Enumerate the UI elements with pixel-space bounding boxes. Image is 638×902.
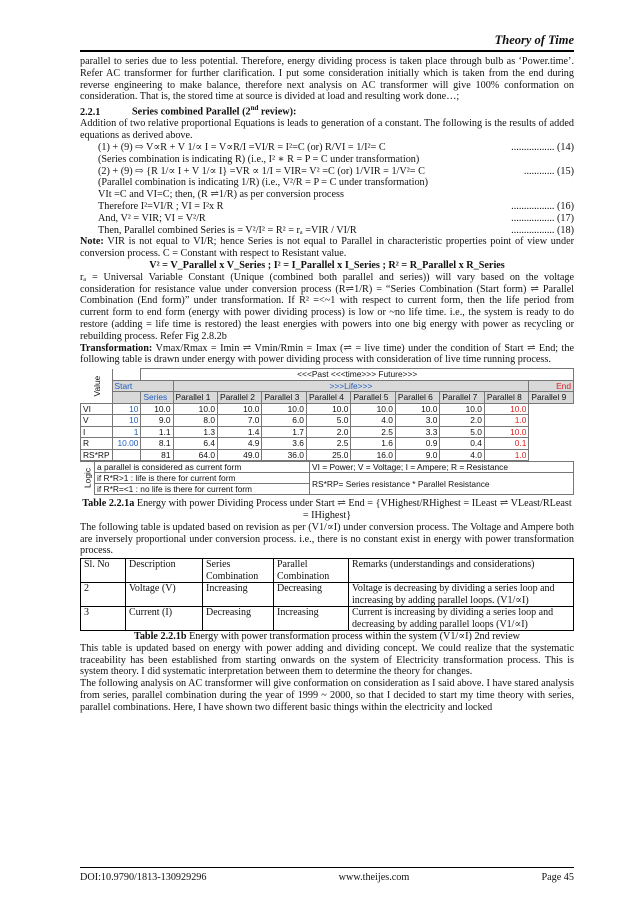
table-cell: 3.6 <box>262 438 306 450</box>
table-cell: 16.0 <box>351 449 395 461</box>
table-cell: 4.9 <box>217 438 261 450</box>
row-label: VI <box>81 403 113 415</box>
table-cell: 8.0 <box>173 415 217 427</box>
table-cell: 0.4 <box>440 438 484 450</box>
equation-18-tag: ................. (18) <box>511 224 574 236</box>
equation-14-note: (Series combination is indicating R) (i.e., I² ∗ R = P = C under transformation) <box>98 153 420 165</box>
table-cell: 5.0 <box>440 426 484 438</box>
value-axis-label: Value <box>81 369 113 404</box>
section-number: 2.2.1 <box>80 106 101 118</box>
paragraph-intro: parallel to series due to less potential. Therefore, energy dividing process is taken place through bulb as ‘Power.time’. Refer AC transformer for further clarification. I put some consideration initially which is taken from the end during reverse engineering to make balance, therefore next analysis on AC transformer will give 100% conformation on consideration. That is, the stored time at source is divided at load and resulting work done…; <box>80 56 574 103</box>
equation-17-text: And, V² = VIR; VI = V²/R <box>98 212 206 224</box>
legend-line-2: RS*RP= Series resistance * Parallel Resistance <box>310 473 574 495</box>
table-cell: 10.0 <box>440 403 484 415</box>
note-paragraph <box>80 236 574 260</box>
equation-15-text: (2) + (9) ⇨ {R 1/∝ I + V 1/∝ I} =VR ∝ 1/I = VIR= V² =C (or) 1/VIR = 1/V²= C <box>98 165 425 177</box>
rt-cell: 2 <box>81 583 126 607</box>
row-label: RS*RP <box>81 449 113 461</box>
table-cell: 1 <box>112 426 141 438</box>
table-cell: 8.1 <box>141 438 173 450</box>
table-cell: 4.0 <box>440 449 484 461</box>
rt-header-slno: Sl. No <box>81 559 126 583</box>
table-cell: 2.5 <box>306 438 350 450</box>
caption-b-number: Table 2.2.1b <box>133 631 187 643</box>
table-row <box>81 583 574 607</box>
life-label: >>>Life>>> <box>173 380 529 392</box>
table-cell: 10.00 <box>112 438 141 450</box>
table-row <box>81 438 574 450</box>
row-label: V <box>81 415 113 427</box>
table-cell: 64.0 <box>173 449 217 461</box>
row-label: I <box>81 426 113 438</box>
table-cell: 10 <box>112 415 141 427</box>
page-body <box>80 56 574 714</box>
equation-14 <box>80 142 574 154</box>
caption-table-b <box>80 631 574 643</box>
start-label: Start <box>112 380 173 392</box>
table-cell: 10.0 <box>306 403 350 415</box>
rt-header-parallel: Parallel Combination <box>274 559 349 583</box>
section-title-a: Series combined Parallel (2 <box>132 106 251 118</box>
rt-cell: Voltage is decreasing by dividing a series loop and increasing by adding parallel loops. (V1/∝I) <box>349 583 574 607</box>
rt-header-desc: Description <box>126 559 203 583</box>
table-cell: 1.7 <box>262 426 306 438</box>
table-cell: 10 <box>112 403 141 415</box>
table-cell: 10.0 <box>484 403 528 415</box>
equation-18-text: Then, Parallel combined Series is = V²/I² = R² = rₐ =VIR / VI/R <box>98 224 357 236</box>
column-header: Parallel 7 <box>440 392 484 404</box>
equation-15 <box>80 166 574 178</box>
review-table <box>80 558 574 631</box>
transformation-label: Transformation: <box>80 342 153 354</box>
table-cell: 1.4 <box>217 426 261 438</box>
equation-16-text: Therefore I²=VI/R ; VI = I²x R <box>98 200 224 212</box>
column-header: Series <box>141 392 173 404</box>
logic-line-3: if R*R=<1 : no life is there for current form <box>95 484 310 495</box>
equation-17 <box>80 213 574 225</box>
table-cell: 2.5 <box>351 426 395 438</box>
rt-cell: Current is increasing by dividing a series loop and decreasing by adding parallel loops (V1/∝I) <box>349 607 574 631</box>
paragraph-addition: Addition of two relative proportional Equations is leads to generation of a constant. The following is the results of added equations as derived above. <box>80 118 574 142</box>
caption-table-a <box>80 498 574 522</box>
equation-15-note: (Parallel combination is indicating 1/R) (i.e., V²/R = P = C under transformation) <box>98 177 429 189</box>
table-cell: 6.0 <box>262 415 306 427</box>
column-header: Parallel 1 <box>173 392 217 404</box>
table-cell: 10.0 <box>217 403 261 415</box>
page-footer <box>80 867 574 883</box>
section-heading <box>80 103 574 118</box>
rt-cell: Increasing <box>203 583 274 607</box>
table-row <box>81 415 574 427</box>
table-cell: 10.0 <box>351 403 395 415</box>
table-cell: 10.0 <box>395 403 439 415</box>
table-row <box>81 449 574 461</box>
transformation-paragraph <box>80 343 574 367</box>
table-cell: 1.1 <box>141 426 173 438</box>
equation-15-tag: ............ (15) <box>523 165 574 177</box>
section-title-sup: nd <box>250 104 259 113</box>
caption-a-number: Table 2.2.1a <box>82 498 135 510</box>
table-cell: 1.0 <box>484 415 528 427</box>
time-header: <<<Past <<<time>>> Future>>> <box>141 369 574 381</box>
table-row <box>81 403 574 415</box>
table-cell: 4.0 <box>351 415 395 427</box>
table-cell: 10.0 <box>173 403 217 415</box>
column-header: Parallel 6 <box>395 392 439 404</box>
equation-15-note2: VIt =C and VI=C; then, (R ⇌1/R) as per conversion process <box>98 189 344 201</box>
rt-cell: Decreasing <box>203 607 274 631</box>
product-relations: V² = V_Parallel x V_Series ; I² = I_Parallel x I_Series ; R² = R_Parallel x R_Series <box>149 259 505 271</box>
table-cell: 9.0 <box>141 415 173 427</box>
section-title-b: review): <box>258 106 297 118</box>
rt-cell: Voltage (V) <box>126 583 203 607</box>
table-cell: 0.1 <box>484 438 528 450</box>
logic-line-2: if R*R>1 : life is there for current form <box>95 473 310 484</box>
paragraph-ac-transformer: The following analysis on AC transformer will give conformation on consideration as I said above. I have stared analysis from series, parallel combination during the year of 1999 ~ 2000, so that I decided to start my time theory with series, parallel combinations. Here, I have shown two different basic things within the electricity and locked <box>80 678 574 713</box>
column-header: Parallel 2 <box>217 392 261 404</box>
note-text: VIR is not equal to VI/R; hence Series is not equal to Parallel in characteristic properties point of view under conversion process. C = Constant with respect to Resistant value. <box>80 236 574 260</box>
table-cell: 1.0 <box>484 449 528 461</box>
paragraph-system-theory: This table is updated based on energy with power adding and dividing concept. We could realize that the systematic traceability has been established from starting onwards on the system of Electricity transformation process. This is system theory. I did systematic interpretation between them to determine the theory for changes. <box>80 642 574 678</box>
transformation-text: Vmax/Rmax = Imin ⇌ Vmin/Rmin = Imax (⇌ = live time) under the condition of Start ⇌ End; the following table is drawn under energy with power dividing process with consideration of live time running process. <box>80 342 574 366</box>
end-label: End <box>529 380 574 392</box>
rt-cell: Current (I) <box>126 607 203 631</box>
column-header: Parallel 5 <box>351 392 395 404</box>
equation-16-tag: ................. (16) <box>511 200 574 212</box>
table-cell: 49.0 <box>217 449 261 461</box>
rt-cell: 3 <box>81 607 126 631</box>
table-cell: 6.4 <box>173 438 217 450</box>
table-cell <box>112 449 141 461</box>
row-label: R <box>81 438 113 450</box>
footer-page: Page 45 <box>541 872 574 883</box>
column-header: Parallel 8 <box>484 392 528 404</box>
logic-line-1: a parallel is considered as current form <box>95 462 310 473</box>
equation-18 <box>80 225 574 237</box>
table-row <box>81 426 574 438</box>
table-cell: 1.3 <box>173 426 217 438</box>
table-cell: 3.3 <box>395 426 439 438</box>
footer-site: www.theijes.com <box>338 872 410 883</box>
equation-16 <box>80 201 574 213</box>
logic-label: Logic <box>80 462 95 495</box>
rt-header-series: Series Combination <box>203 559 274 583</box>
table-cell: 3.0 <box>395 415 439 427</box>
table-cell: 10.0 <box>484 426 528 438</box>
energy-table <box>80 368 574 461</box>
caption-b-text: Energy with power transformation process within the system (V1/∝I) 2nd review <box>186 631 521 643</box>
running-header: Theory of Time <box>80 33 574 52</box>
table-cell: 25.0 <box>306 449 350 461</box>
rt-header-remarks: Remarks (understandings and considerations) <box>349 559 574 583</box>
paragraph-revision: The following table is updated based on revision as per (V1/∝I) under conversion process. The Voltage and Ampere both are inversely proportional under conversion process. i.e., there is no constant exist in energy with power transformation process. <box>80 521 574 557</box>
table-cell: 0.9 <box>395 438 439 450</box>
caption-a-text: Energy with power Dividing Process under Start ⇌ End = {VHighest/RHighest = ILeast ⇌ VLeast/RLeast = IHighest} <box>134 498 572 521</box>
table-cell: 5.0 <box>306 415 350 427</box>
paragraph-universal-constant: rₐ = Universal Variable Constant (Unique (combined both parallel and series)) will vary based on the voltage consideration for resistance value under conversion process (R⇌1/R) = “Series Combination (Start form) ⇌ Parallel Combination (End form)” under transformation. If R² =<~1 with respect to current form, then the life period from current form to end form (energy with power dividing process) is low or ~no life time. i.e., the system is ready to do restore (adding = life time is restored) the least energies with powers into one big energy with power as recycling or rebuilding process. Refer Fig 2.8.2b <box>80 271 574 342</box>
table-cell: 10.0 <box>141 403 173 415</box>
table-row <box>81 607 574 631</box>
table-cell: 1.6 <box>351 438 395 450</box>
column-header: Parallel 4 <box>306 392 350 404</box>
table-cell: 36.0 <box>262 449 306 461</box>
rt-cell: Increasing <box>274 607 349 631</box>
equation-17-tag: ................. (17) <box>511 212 574 224</box>
table-cell: 2.0 <box>440 415 484 427</box>
column-header: Parallel 3 <box>262 392 306 404</box>
note-label: Note: <box>80 236 104 248</box>
table-cell: 2.0 <box>306 426 350 438</box>
table-cell: 10.0 <box>262 403 306 415</box>
table-cell: 81 <box>141 449 173 461</box>
table-cell: 9.0 <box>395 449 439 461</box>
logic-table <box>80 461 574 495</box>
footer-doi: DOI:10.9790/1813-130929296 <box>80 872 207 883</box>
equation-14-tag: ................. (14) <box>511 141 574 153</box>
rt-cell: Decreasing <box>274 583 349 607</box>
equation-14-text: (1) + (9) ⇨ V∝R + V 1/∝ I = V∝R/I =VI/R = I²=C (or) R/VI = 1/I²= C <box>98 141 386 153</box>
column-header: Parallel 9 <box>529 392 574 404</box>
column-header-row <box>81 392 574 404</box>
table-cell: 7.0 <box>217 415 261 427</box>
legend-line-1: VI = Power; V = Voltage; I = Ampere; R = Resistance <box>310 462 574 473</box>
